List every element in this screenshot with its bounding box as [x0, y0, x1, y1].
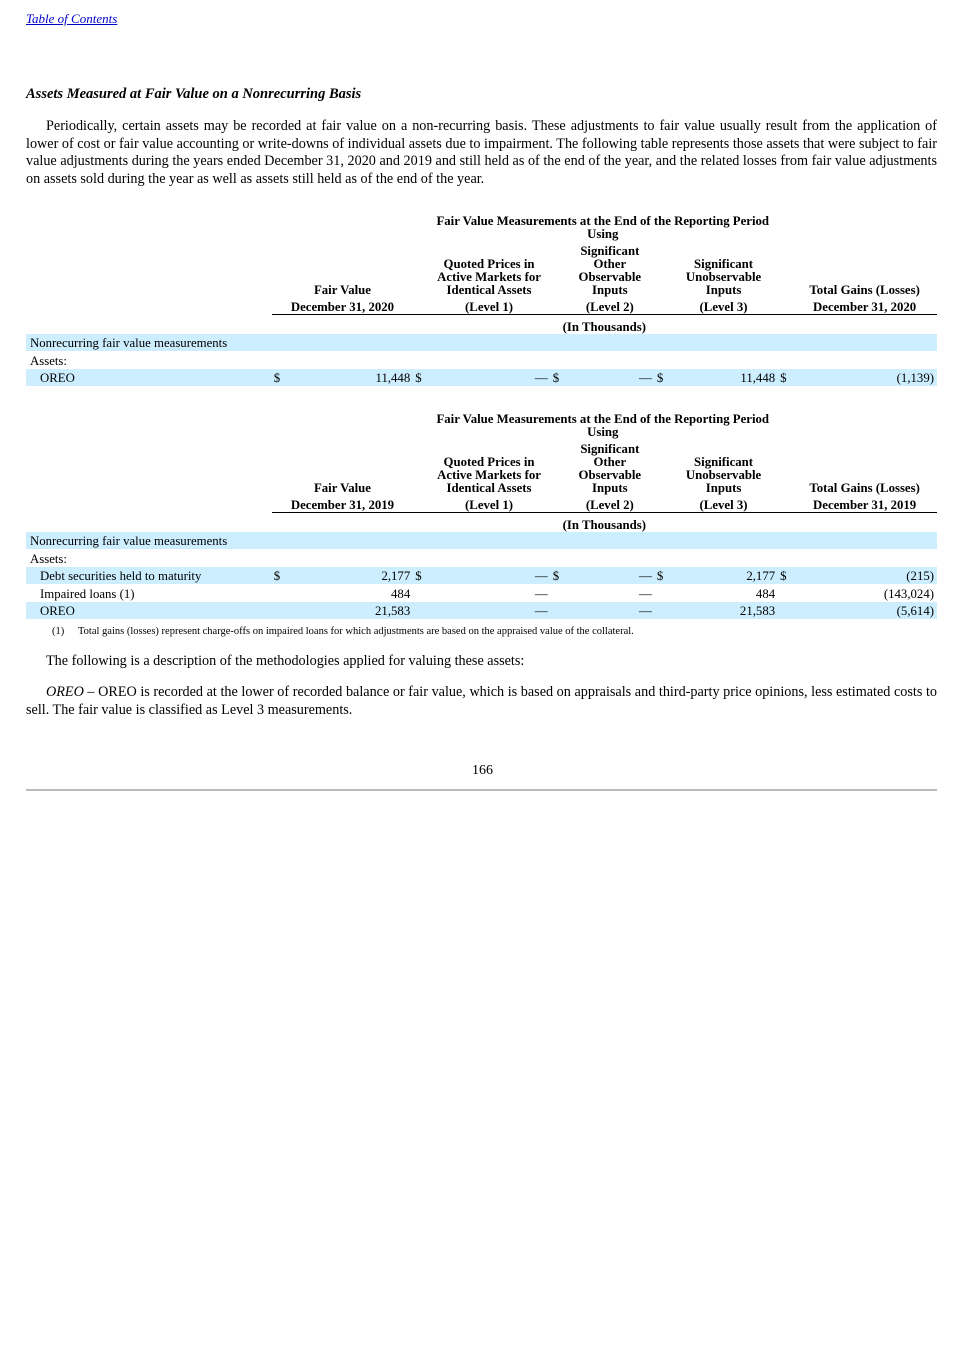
- intro-paragraph: [26, 118, 937, 188]
- sub-header-level3: (Level 3): [669, 495, 778, 513]
- level1-cell: —: [442, 369, 551, 387]
- sub-header-level2: (Level 2): [565, 297, 655, 315]
- currency-symbol: $: [272, 369, 292, 387]
- currency-symbol: $: [413, 567, 427, 585]
- methodology-intro-text: The following is a description of the methodologies applied for valuing these assets:: [46, 653, 525, 669]
- level1-cell: —: [442, 567, 551, 585]
- col-level2-line3: Observable: [578, 270, 642, 284]
- col-level2-line4: Inputs: [592, 283, 628, 297]
- currency-symbol: $: [778, 369, 792, 387]
- currency-symbol: $: [413, 369, 427, 387]
- col-level1-line2: Active Markets for: [437, 468, 541, 482]
- group-header-line1: Fair Value Measurements at the End of the Reporting Period: [436, 412, 770, 426]
- col-level2-line4: Inputs: [592, 481, 628, 495]
- col-header-total: [792, 241, 937, 297]
- table-row: [26, 602, 937, 620]
- level3-cell: 11,448: [683, 369, 778, 387]
- total-gains-cell: (143,024): [883, 586, 934, 601]
- table-of-contents-link[interactable]: Table of Contents: [26, 11, 118, 26]
- col-level1-line3: Identical Assets: [446, 481, 532, 495]
- col-header-level2: [565, 439, 655, 495]
- assets-label: Assets:: [30, 551, 67, 566]
- oreo-term: OREO: [46, 684, 84, 700]
- col-level3-line3: Inputs: [705, 283, 742, 297]
- row-label: OREO: [26, 369, 272, 387]
- col-header-level1: [427, 241, 550, 297]
- fair-value-table-2019: [26, 409, 937, 619]
- col-level2-line2: Other: [593, 257, 627, 271]
- col-level3-line1: Significant: [694, 257, 754, 271]
- currency-symbol: $: [551, 369, 565, 387]
- level1-cell: —: [442, 602, 551, 620]
- sub-header-level2: (Level 2): [565, 495, 655, 513]
- fair-value-cell: 2,177: [292, 567, 413, 585]
- sub-header-total: December 31, 2020: [792, 297, 937, 315]
- col-header-level3: [669, 241, 778, 297]
- group-header: [427, 211, 778, 241]
- section-row-label: Nonrecurring fair value measurements: [26, 532, 937, 550]
- col-header-level2: [565, 241, 655, 297]
- level3-cell: 2,177: [683, 567, 778, 585]
- table-row: [26, 567, 937, 585]
- group-header-line2: Using: [587, 227, 619, 241]
- col-level1-line2: Active Markets for: [437, 270, 541, 284]
- table-row: [26, 584, 937, 602]
- col-header-fair-value: [272, 439, 414, 495]
- sub-header-fair-value: December 31, 2019: [272, 495, 414, 513]
- col-level3-line3: Inputs: [705, 481, 742, 495]
- level2-cell: —: [639, 586, 652, 601]
- col-header-level1: [427, 439, 550, 495]
- footnote: [52, 626, 634, 637]
- footnote-marker: (1): [52, 626, 65, 637]
- section-title: Assets Measured at Fair Value on a Nonrecurring Basis: [26, 86, 362, 102]
- group-header-line2: Using: [587, 425, 619, 439]
- fair-value-cell: 484: [391, 586, 411, 601]
- col-level2-line1: Significant: [580, 442, 640, 456]
- col-total-label: Total Gains (Losses): [809, 283, 920, 297]
- col-total-label: Total Gains (Losses): [809, 481, 920, 495]
- total-gains-cell: (5,614): [806, 602, 937, 620]
- col-level3-line2: Unobservable: [685, 270, 762, 284]
- sub-header-level1: (Level 1): [427, 495, 550, 513]
- units-label: (In Thousands): [562, 517, 647, 532]
- col-fair-value-label: Fair Value: [313, 283, 371, 297]
- level2-cell: —: [579, 369, 655, 387]
- assets-label: Assets:: [30, 353, 67, 368]
- row-label: Debt securities held to maturity: [26, 567, 272, 585]
- currency-symbol: $: [778, 567, 792, 585]
- units-label: (In Thousands): [562, 319, 647, 334]
- group-header-line1: Fair Value Measurements at the End of the Reporting Period: [436, 214, 770, 228]
- section-row-label: Nonrecurring fair value measurements: [26, 334, 937, 352]
- currency-symbol: $: [655, 567, 669, 585]
- currency-symbol: $: [655, 369, 669, 387]
- level2-cell: —: [579, 602, 655, 620]
- col-header-level3: [669, 439, 778, 495]
- col-header-total: [792, 439, 937, 495]
- level2-cell: —: [579, 567, 655, 585]
- col-level2-line2: Other: [593, 455, 627, 469]
- row-label: OREO: [26, 602, 272, 620]
- methodology-intro: [26, 653, 937, 671]
- level3-cell: 21,583: [683, 602, 778, 620]
- col-fair-value-label: Fair Value: [313, 481, 371, 495]
- level3-cell: 484: [755, 586, 776, 601]
- group-header: [427, 409, 778, 439]
- currency-symbol: $: [551, 567, 565, 585]
- col-level3-line1: Significant: [694, 455, 754, 469]
- fair-value-cell: 21,583: [292, 602, 413, 620]
- currency-symbol: $: [272, 567, 292, 585]
- total-gains-cell: (1,139): [806, 369, 937, 387]
- col-header-fair-value: [272, 241, 414, 297]
- page-number: 166: [472, 763, 493, 778]
- col-level2-line1: Significant: [580, 244, 640, 258]
- level1-cell: —: [534, 586, 548, 601]
- oreo-description: – OREO is recorded at the lower of recorded balance or fair value, which is based on appraisals and third-party price opinions, less estimated costs to sell. The fair value is classified as Level 3 measurements.: [26, 684, 937, 718]
- col-level1-line3: Identical Assets: [446, 283, 532, 297]
- sub-header-level3: (Level 3): [669, 297, 778, 315]
- footer-divider: [26, 789, 937, 791]
- sub-header-level1: (Level 1): [427, 297, 550, 315]
- footnote-text: Total gains (losses) represent charge-offs on impaired loans for which adjustments are based on the appraised value of the collateral.: [78, 626, 634, 637]
- oreo-paragraph: [26, 684, 937, 719]
- col-level1-line1: Quoted Prices in: [443, 455, 535, 469]
- sub-header-fair-value: December 31, 2020: [272, 297, 414, 315]
- col-level2-line3: Observable: [578, 468, 642, 482]
- fair-value-table-2020: [26, 211, 937, 386]
- total-gains-cell: (215): [806, 567, 937, 585]
- fair-value-cell: 11,448: [292, 369, 413, 387]
- sub-header-total: December 31, 2019: [792, 495, 937, 513]
- col-level3-line2: Unobservable: [685, 468, 762, 482]
- intro-text: Periodically, certain assets may be recorded at fair value on a non-recurring basis. These adjustments to fair value usually result from the application of lower of cost or fair value accounting or write-downs of individual assets due to impairment. The following table represents those assets that were subject to fair value adjustments during the years ended December 31, 2020 and 2019 and still held as of the end of the year, and the related losses from fair value adjustments on assets sold during the year as well as assets still held as of the end of the year.: [26, 118, 937, 187]
- col-level1-line1: Quoted Prices in: [443, 257, 535, 271]
- table-row: [26, 369, 937, 387]
- row-label: Impaired loans (1): [40, 586, 135, 601]
